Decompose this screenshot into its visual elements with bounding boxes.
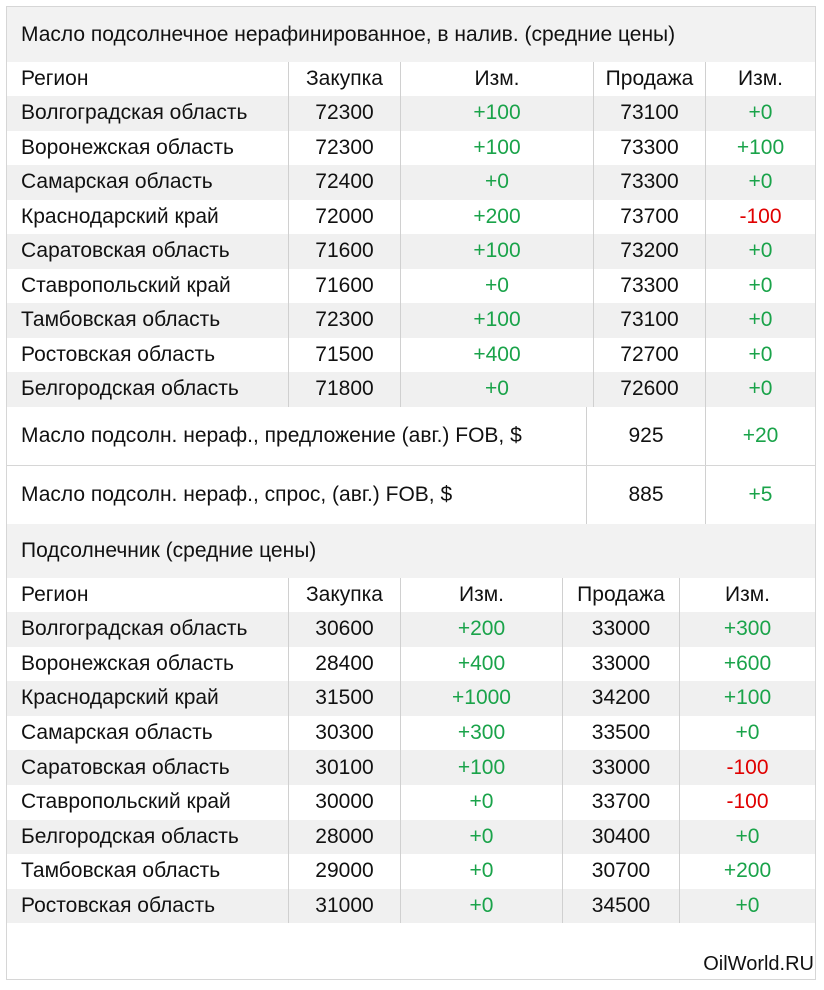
cell-chg2: +100 <box>723 686 772 710</box>
cell-buy: 71800 <box>289 372 401 407</box>
cell-chg1: +300 <box>401 716 563 751</box>
header-region: Регион <box>7 62 289 96</box>
cell-buy: 28000 <box>289 820 401 855</box>
section2-title-text: Подсолнечник (средние цены) <box>21 539 317 562</box>
cell-sell: 30700 <box>563 854 680 889</box>
cell-buy: 71600 <box>289 234 401 269</box>
cell-buy: 72300 <box>289 131 401 166</box>
cell-region: Ставропольский край <box>7 269 289 304</box>
cell-chg1: +200 <box>401 612 563 647</box>
table-row <box>7 200 815 235</box>
cell-sell: 73700 <box>594 200 706 235</box>
cell-buy: 72300 <box>289 96 401 131</box>
cell-region: Воронежская область <box>7 131 289 166</box>
cell-region: Волгоградская область <box>7 612 289 647</box>
fob-change: +20 <box>742 424 779 447</box>
cell-buy: 31000 <box>289 889 401 924</box>
cell-sell: 33000 <box>563 750 680 785</box>
cell-chg2: +0 <box>748 273 773 297</box>
section1-header-row <box>7 62 815 96</box>
cell-sell: 30400 <box>563 820 680 855</box>
cell-chg1: +400 <box>401 647 563 682</box>
table-row <box>7 750 815 785</box>
cell-chg1: +100 <box>401 131 594 166</box>
footer-brand: OilWorld.RU <box>703 953 814 975</box>
cell-chg2: +0 <box>748 308 773 332</box>
cell-chg1: +0 <box>401 785 563 820</box>
header-chg1: Изм. <box>401 578 563 612</box>
cell-chg1: +200 <box>401 200 594 235</box>
cell-chg2: +0 <box>748 377 773 401</box>
cell-region: Волгоградская область <box>7 96 289 131</box>
cell-sell: 34200 <box>563 681 680 716</box>
cell-region: Ставропольский край <box>7 785 289 820</box>
section2-title <box>7 524 815 578</box>
cell-buy: 71600 <box>289 269 401 304</box>
cell-chg1: +0 <box>401 820 563 855</box>
table-row <box>7 854 815 889</box>
cell-region: Саратовская область <box>7 234 289 269</box>
cell-sell: 72700 <box>594 338 706 373</box>
cell-chg2: +0 <box>748 170 773 194</box>
cell-chg1: +0 <box>401 165 594 200</box>
fob-value: 925 <box>587 407 706 465</box>
cell-chg2: +0 <box>748 342 773 366</box>
header-buy: Закупка <box>289 62 401 96</box>
header-chg2: Изм. <box>738 67 783 90</box>
cell-chg2: -100 <box>726 755 769 779</box>
table-row <box>7 165 815 200</box>
cell-region: Белгородская область <box>7 372 289 407</box>
cell-chg2: -100 <box>739 204 782 228</box>
cell-buy: 31500 <box>289 681 401 716</box>
cell-chg2: +0 <box>748 239 773 263</box>
table-row <box>7 785 815 820</box>
table-row <box>7 820 815 855</box>
cell-region: Саратовская область <box>7 750 289 785</box>
table-row <box>7 612 815 647</box>
cell-region: Ростовская область <box>7 338 289 373</box>
cell-chg1: +400 <box>401 338 594 373</box>
cell-region: Краснодарский край <box>7 200 289 235</box>
cell-sell: 73300 <box>594 269 706 304</box>
cell-chg2: +300 <box>723 617 772 641</box>
cell-region: Ростовская область <box>7 889 289 924</box>
cell-chg2: +200 <box>723 859 772 883</box>
table-row <box>7 338 815 373</box>
cell-sell: 33500 <box>563 716 680 751</box>
cell-region: Белгородская область <box>7 820 289 855</box>
cell-region: Тамбовская область <box>7 854 289 889</box>
fob-row <box>7 466 815 524</box>
table-row <box>7 647 815 682</box>
cell-region: Тамбовская область <box>7 303 289 338</box>
cell-buy: 29000 <box>289 854 401 889</box>
header-chg1: Изм. <box>401 62 594 96</box>
cell-chg1: +100 <box>401 303 594 338</box>
table-row <box>7 269 815 304</box>
section2-header-row <box>7 578 815 612</box>
fob-label: Масло подсолн. нераф., предложение (авг.) FOB, $ <box>7 407 587 465</box>
cell-sell: 73300 <box>594 165 706 200</box>
cell-sell: 33000 <box>563 647 680 682</box>
fob-row <box>7 407 815 465</box>
cell-sell: 73300 <box>594 131 706 166</box>
cell-chg2: +600 <box>723 651 772 675</box>
cell-sell: 73200 <box>594 234 706 269</box>
table-row <box>7 131 815 166</box>
table-row <box>7 234 815 269</box>
header-chg2: Изм. <box>725 583 770 606</box>
cell-sell: 72600 <box>594 372 706 407</box>
cell-buy: 28400 <box>289 647 401 682</box>
cell-region: Самарская область <box>7 165 289 200</box>
cell-sell: 34500 <box>563 889 680 924</box>
section1-title <box>7 7 815 62</box>
table-row <box>7 716 815 751</box>
cell-chg2: +0 <box>748 101 773 125</box>
fob-change: +5 <box>748 483 773 506</box>
cell-chg1: +100 <box>401 234 594 269</box>
cell-sell: 73100 <box>594 96 706 131</box>
cell-region: Краснодарский край <box>7 681 289 716</box>
cell-region: Воронежская область <box>7 647 289 682</box>
cell-chg1: +0 <box>401 889 563 924</box>
cell-sell: 33700 <box>563 785 680 820</box>
cell-region: Самарская область <box>7 716 289 751</box>
cell-chg2: +0 <box>735 824 760 848</box>
table-row <box>7 681 815 716</box>
cell-chg2: -100 <box>726 790 769 814</box>
cell-chg1: +0 <box>401 269 594 304</box>
header-sell: Продажа <box>563 578 680 612</box>
table-row <box>7 96 815 131</box>
cell-sell: 73100 <box>594 303 706 338</box>
cell-buy: 30000 <box>289 785 401 820</box>
cell-buy: 72000 <box>289 200 401 235</box>
header-sell: Продажа <box>594 62 706 96</box>
cell-buy: 72300 <box>289 303 401 338</box>
header-region: Регион <box>7 578 289 612</box>
table-row <box>7 303 815 338</box>
cell-chg2: +0 <box>735 894 760 918</box>
table-row <box>7 372 815 407</box>
table-row <box>7 889 815 924</box>
fob-value: 885 <box>587 466 706 524</box>
cell-chg1: +0 <box>401 854 563 889</box>
cell-chg1: +100 <box>401 96 594 131</box>
cell-buy: 71500 <box>289 338 401 373</box>
cell-chg1: +1000 <box>401 681 563 716</box>
cell-chg1: +0 <box>401 372 594 407</box>
cell-chg1: +100 <box>401 750 563 785</box>
cell-buy: 72400 <box>289 165 401 200</box>
cell-buy: 30600 <box>289 612 401 647</box>
cell-sell: 33000 <box>563 612 680 647</box>
header-buy: Закупка <box>289 578 401 612</box>
fob-label: Масло подсолн. нераф., спрос, (авг.) FOB, $ <box>7 466 587 524</box>
cell-chg2: +100 <box>736 135 785 159</box>
cell-buy: 30100 <box>289 750 401 785</box>
cell-chg2: +0 <box>735 721 760 745</box>
section1-title-text: Масло подсолнечное нерафинированное, в налив. (средние цены) <box>21 22 676 46</box>
cell-buy: 30300 <box>289 716 401 751</box>
